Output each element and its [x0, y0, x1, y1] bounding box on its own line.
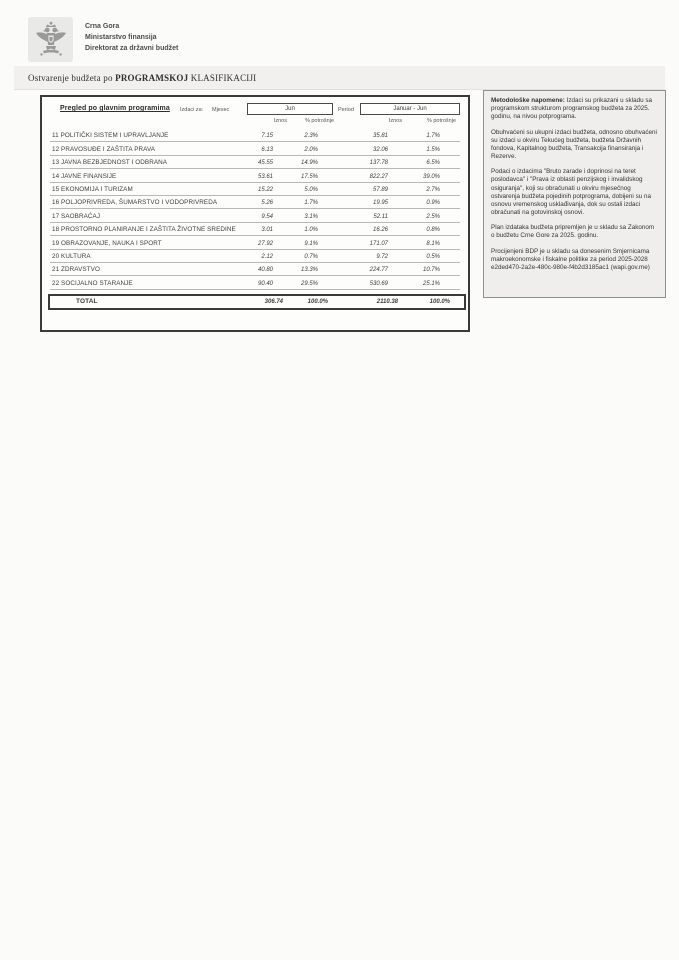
coat-of-arms-icon [28, 17, 73, 62]
total-label: TOTAL [76, 298, 98, 305]
period-selector[interactable]: Januar - Jun [360, 103, 460, 115]
total-period-percent: 100.0% [429, 299, 450, 305]
program-name: 15 EKONOMIJA I TURIZAM [52, 185, 133, 193]
month-percent: 9.1% [304, 240, 318, 247]
period-percent: 0.8% [426, 227, 440, 234]
month-filter-label: Mjesec [212, 107, 230, 113]
month-amount: 3.01 [261, 227, 273, 234]
table-row [50, 276, 460, 289]
title-band [14, 66, 665, 90]
total-period-amount: 2110.38 [376, 299, 398, 305]
program-name: 19 OBRAZOVANJE, NAUKA I SPORT [52, 239, 162, 247]
month-percent: 0.7% [304, 253, 318, 260]
month-percent: 2.3% [304, 133, 318, 140]
month-amount: 40.80 [257, 267, 273, 274]
table-row [50, 223, 460, 236]
table-row [50, 196, 460, 209]
page-title-bold: PROGRAMSKOJ [115, 72, 189, 83]
program-name: 12 PRAVOSUĐE I ZAŠTITA PRAVA [52, 145, 156, 153]
month-amount: 5.26 [261, 200, 273, 207]
period-percent: 25.1% [422, 280, 440, 287]
period-amount: 32.06 [372, 146, 388, 153]
table-row [50, 156, 460, 169]
month-percent: 29.5% [300, 280, 318, 287]
period-percent: 1.7% [426, 133, 440, 140]
methodology-notes-panel [483, 90, 666, 298]
month-percent: 1.7% [304, 200, 318, 207]
program-name: 16 POLJOPRIVREDA, ŠUMARSTVO I VODOPRIVREDA [52, 199, 218, 207]
org-directorate: Direktorat za državni budžet [85, 44, 179, 52]
period-amount: 57.89 [372, 186, 388, 193]
period-percent: 6.5% [426, 160, 440, 167]
program-name: 22 SOCIJALNO STARANJE [52, 279, 133, 287]
period-amount: 224.77 [369, 267, 388, 274]
period-amount: 19.95 [372, 200, 388, 207]
month-amount: 45.55 [257, 160, 273, 167]
table-row [50, 236, 460, 249]
month-amount: 27.92 [257, 240, 273, 247]
month-percent: 2.0% [304, 146, 318, 153]
notes-paragraph-3: Podaci o izdacima "Bruto zarade i doprinosi na teret poslodavca" i "Prava iz oblasti penzijskog i invalidskog osiguranja", koji su obračunati u okviru mjesečnog ostvarenja budžeta pojedinih potprograma, dobijeni su na osnovu vremenskog usklađivanja, dok su ostali izdaci obračunati na gotovinskoj osnovi. [491, 168, 651, 217]
notes-title: Metodološke napomene: [491, 97, 565, 104]
period-percent: 8.1% [426, 240, 440, 247]
period-amount: 822.27 [369, 173, 388, 180]
izdaci-za-label: Izdaci za: [180, 107, 204, 113]
org-header [28, 17, 178, 62]
budget-table-panel [40, 95, 470, 332]
month-percent: 14.9% [300, 160, 318, 167]
program-name: 11 POLITIČKI SISTEM I UPRAVLJANJE [52, 132, 169, 140]
period-percent: 0.9% [426, 200, 440, 207]
month-percent: 3.1% [304, 213, 318, 220]
table-row [50, 142, 460, 155]
period-percent: 10.7% [422, 267, 440, 274]
month-amount: 7.15 [261, 133, 273, 140]
col-header-month-amount: Iznos [273, 118, 287, 124]
month-amount: 53.61 [257, 173, 273, 180]
page-title-prefix: Ostvarenje budžeta po [28, 72, 116, 83]
program-name: 18 PROSTORNO PLANIRANJE I ZAŠTITA ŽIVOTNE SREDINE [52, 226, 236, 234]
org-ministry: Ministarstvo finansija [85, 33, 157, 41]
program-name: 14 JAVNE FINANSIJE [52, 172, 117, 180]
period-amount: 35.81 [372, 133, 388, 140]
month-amount: 15.22 [257, 186, 273, 193]
total-row [48, 294, 466, 310]
period-percent: 39.0% [422, 173, 440, 180]
notes-text-1: Izdaci su prikazani u skladu sa programskom strukturom programskog budžeta za 2025. godinu, na nivou potprograma. [491, 97, 652, 121]
month-percent: 1.0% [304, 227, 318, 234]
month-amount: 2.12 [261, 253, 273, 260]
notes-paragraph-5: Procijenjeni BDP je u skladu sa donesenim Smjernicama makroekonomske i fiskalne politike za period 2025-2028 e2ded470-2a2e-480c-980e-f4b2d3185ac1 (wapi.gov.me) [491, 247, 650, 271]
period-percent: 1.5% [426, 146, 440, 153]
period-percent: 0.5% [426, 253, 440, 260]
notes-paragraph-4: Plan izdataka budžeta pripremljen je u skladu sa Zakonom o budžetu Crne Gore za 2025. godinu. [491, 224, 655, 240]
program-name: 17 SAOBRAĆAJ [52, 212, 101, 220]
col-header-period-percent: % potrošnje [426, 118, 456, 124]
col-header-month-percent: % potrošnje [304, 118, 334, 124]
period-amount: 530.69 [369, 280, 388, 287]
period-amount: 9.72 [376, 253, 388, 260]
program-name: 20 KULTURA [52, 252, 91, 260]
period-amount: 52.11 [373, 213, 388, 220]
table-row [50, 169, 460, 182]
notes-paragraph-2: Obuhvaćeni su ukupni izdaci budžeta, odnosno obuhvaćeni su izdaci u okviru Tekućeg budžeta, budžeta Državnih fondova, Kapitalnog budžeta, Transakcija finansiranja i Rezerve. [491, 128, 657, 161]
month-amount: 9.54 [261, 213, 273, 220]
table-row [50, 250, 460, 263]
period-amount: 137.78 [369, 160, 388, 167]
col-header-period-amount: Iznos [388, 118, 402, 124]
month-percent: 13.3% [300, 267, 318, 274]
page-title [28, 73, 256, 83]
table-row [50, 263, 460, 276]
notes-paragraph-1 [491, 97, 658, 122]
table-row [50, 209, 460, 222]
total-month-percent: 100.0% [307, 299, 328, 305]
program-name: 21 ZDRAVSTVO [52, 266, 100, 274]
total-month-amount: 306.74 [264, 299, 283, 305]
table-body [42, 129, 468, 290]
table-row [50, 129, 460, 142]
month-selector[interactable]: Jun [247, 103, 333, 115]
period-percent: 2.7% [426, 186, 440, 193]
table-row [50, 183, 460, 196]
page-title-suffix: KLASIFIKACIJI [188, 72, 257, 83]
month-percent: 5.0% [304, 186, 318, 193]
section-title: Pregled po glavnim programima [60, 105, 170, 112]
month-percent: 17.5% [300, 173, 318, 180]
period-amount: 16.26 [372, 227, 388, 234]
period-percent: 2.5% [426, 213, 440, 220]
program-name: 13 JAVNA BEZBJEDNOST I ODBRANA [52, 159, 168, 167]
period-filter-label: Period [338, 107, 354, 113]
month-amount: 90.40 [257, 280, 273, 287]
month-amount: 6.13 [261, 146, 273, 153]
org-country: Crna Gora [85, 23, 120, 30]
period-amount: 171.07 [369, 240, 388, 247]
